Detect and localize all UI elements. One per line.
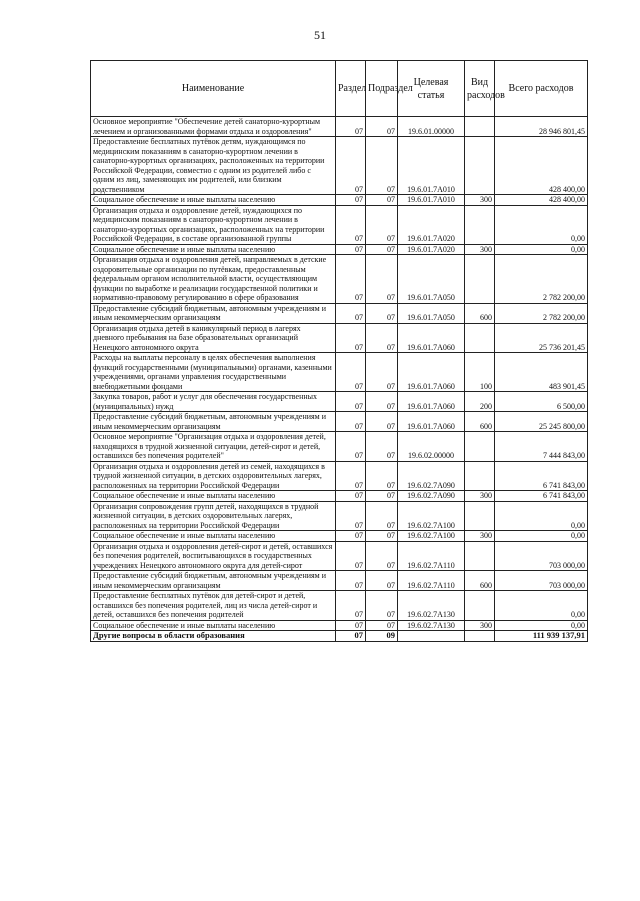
header-name: Наименование bbox=[91, 61, 336, 117]
row-target: 19.6.01.7А020 bbox=[398, 244, 465, 255]
row-section: 07 bbox=[336, 353, 366, 392]
row-name: Основное мероприятие "Организация отдыха и оздоровления детей, находящихся в трудной жизненной ситуации, детей-сирот и детей, оставшихся без попечения родителей" bbox=[91, 432, 336, 462]
row-name: Социальное обеспечение и иные выплаты населению bbox=[91, 620, 336, 631]
table-row bbox=[91, 137, 588, 195]
table-row bbox=[91, 461, 588, 491]
row-kind: 100 bbox=[465, 353, 495, 392]
row-section: 07 bbox=[336, 137, 366, 195]
row-kind: 600 bbox=[465, 571, 495, 591]
table-row bbox=[91, 620, 588, 631]
row-subsection: 07 bbox=[366, 412, 398, 432]
row-target: 19.6.01.7А060 bbox=[398, 412, 465, 432]
row-kind: 600 bbox=[465, 303, 495, 323]
row-target: 19.6.02.7А110 bbox=[398, 571, 465, 591]
row-section: 07 bbox=[336, 591, 366, 621]
row-amount: 703 000,00 bbox=[495, 541, 588, 571]
row-amount: 0,00 bbox=[495, 244, 588, 255]
row-section: 07 bbox=[336, 244, 366, 255]
row-section: 07 bbox=[336, 571, 366, 591]
row-target: 19.6.02.00000 bbox=[398, 432, 465, 462]
row-subsection: 07 bbox=[366, 531, 398, 542]
row-subsection: 07 bbox=[366, 205, 398, 244]
row-amount: 6 741 843,00 bbox=[495, 461, 588, 491]
row-kind bbox=[465, 432, 495, 462]
row-subsection: 09 bbox=[366, 631, 398, 642]
row-kind: 300 bbox=[465, 195, 495, 206]
row-amount: 7 444 843,00 bbox=[495, 432, 588, 462]
table-row bbox=[91, 432, 588, 462]
row-name: Предоставление субсидий бюджетным, автономным учреждениям и иным некоммерческим организациям bbox=[91, 571, 336, 591]
table-row bbox=[91, 412, 588, 432]
row-name: Социальное обеспечение и иные выплаты населению bbox=[91, 531, 336, 542]
row-section: 07 bbox=[336, 541, 366, 571]
row-target: 19.6.01.7А010 bbox=[398, 137, 465, 195]
row-section: 07 bbox=[336, 392, 366, 412]
row-target: 19.6.01.7А060 bbox=[398, 353, 465, 392]
row-name: Организация отдыха и оздоровления детей, направляемых в детские оздоровительные организации по путёвкам, предоставленным федеральным органом исполнительной власти, осуществляющим функции по выработке и реализации государственной политики и нормативно-правовому регулированию в сфере образования bbox=[91, 255, 336, 304]
row-name: Организация отдыха детей в каникулярный период в лагерях дневного пребывания на базе образовательных организаций Ненецкого автономного округа bbox=[91, 323, 336, 353]
row-subsection: 07 bbox=[366, 117, 398, 137]
row-kind bbox=[465, 461, 495, 491]
row-amount: 0,00 bbox=[495, 620, 588, 631]
table-row bbox=[91, 591, 588, 621]
row-kind bbox=[465, 117, 495, 137]
row-subsection: 07 bbox=[366, 303, 398, 323]
row-kind bbox=[465, 205, 495, 244]
row-name: Предоставление бесплатных путёвок для детей-сирот и детей, оставшихся без попечения родителей, лиц из числа детей-сирот и детей, оставшихся без попечения родителей bbox=[91, 591, 336, 621]
row-section: 07 bbox=[336, 461, 366, 491]
row-subsection: 07 bbox=[366, 591, 398, 621]
row-name: Социальное обеспечение и иные выплаты населению bbox=[91, 244, 336, 255]
row-target: 19.6.02.7А130 bbox=[398, 591, 465, 621]
row-subsection: 07 bbox=[366, 137, 398, 195]
table-row bbox=[91, 571, 588, 591]
table-row bbox=[91, 392, 588, 412]
row-amount: 0,00 bbox=[495, 531, 588, 542]
row-amount: 6 741 843,00 bbox=[495, 491, 588, 502]
row-subsection: 07 bbox=[366, 491, 398, 502]
row-amount: 0,00 bbox=[495, 205, 588, 244]
row-name: Предоставление субсидий бюджетным, автономным учреждениям и иным некоммерческим организациям bbox=[91, 303, 336, 323]
table-body bbox=[91, 117, 588, 642]
row-section: 07 bbox=[336, 205, 366, 244]
row-name: Организация сопровождения групп детей, находящихся в трудной жизненной ситуации, в детских оздоровительных лагерях, расположенных на территории Российской Федерации bbox=[91, 501, 336, 531]
row-kind: 300 bbox=[465, 620, 495, 631]
row-subsection: 07 bbox=[366, 255, 398, 304]
row-section: 07 bbox=[336, 620, 366, 631]
row-subsection: 07 bbox=[366, 461, 398, 491]
row-kind: 600 bbox=[465, 412, 495, 432]
row-section: 07 bbox=[336, 323, 366, 353]
row-kind bbox=[465, 323, 495, 353]
row-section: 07 bbox=[336, 631, 366, 642]
row-section: 07 bbox=[336, 195, 366, 206]
row-kind bbox=[465, 541, 495, 571]
row-name: Организация отдыха и оздоровления детей из семей, находящихся в трудной жизненной ситуации, в детских оздоровительных лагерях, расположенных на территории Российской Федерации bbox=[91, 461, 336, 491]
row-subsection: 07 bbox=[366, 432, 398, 462]
table-row bbox=[91, 244, 588, 255]
row-subsection: 07 bbox=[366, 244, 398, 255]
row-amount: 25 736 201,45 bbox=[495, 323, 588, 353]
row-target: 19.6.01.7А060 bbox=[398, 323, 465, 353]
row-name: Социальное обеспечение и иные выплаты населению bbox=[91, 195, 336, 206]
table-row bbox=[91, 501, 588, 531]
row-name: Закупка товаров, работ и услуг для обеспечения государственных (муниципальных) нужд bbox=[91, 392, 336, 412]
row-amount: 483 901,45 bbox=[495, 353, 588, 392]
row-target: 19.6.02.7А100 bbox=[398, 531, 465, 542]
row-kind: 300 bbox=[465, 531, 495, 542]
row-target: 19.6.02.7А090 bbox=[398, 491, 465, 502]
header-kind: Вид расходов bbox=[465, 61, 495, 117]
page-number: 51 bbox=[314, 28, 326, 42]
row-amount: 25 245 800,00 bbox=[495, 412, 588, 432]
row-target: 19.6.01.00000 bbox=[398, 117, 465, 137]
row-section: 07 bbox=[336, 432, 366, 462]
row-subsection: 07 bbox=[366, 323, 398, 353]
row-section: 07 bbox=[336, 412, 366, 432]
row-kind: 300 bbox=[465, 244, 495, 255]
row-section: 07 bbox=[336, 501, 366, 531]
table-row bbox=[91, 195, 588, 206]
row-subsection: 07 bbox=[366, 571, 398, 591]
row-target: 19.6.01.7А010 bbox=[398, 195, 465, 206]
table-row bbox=[91, 117, 588, 137]
row-kind bbox=[465, 137, 495, 195]
header-target: Целевая статья bbox=[398, 61, 465, 117]
row-kind: 300 bbox=[465, 491, 495, 502]
row-subsection: 07 bbox=[366, 392, 398, 412]
row-target: 19.6.01.7А060 bbox=[398, 392, 465, 412]
row-amount: 2 782 200,00 bbox=[495, 303, 588, 323]
row-subsection: 07 bbox=[366, 353, 398, 392]
row-amount: 2 782 200,00 bbox=[495, 255, 588, 304]
row-target: 19.6.01.7А050 bbox=[398, 303, 465, 323]
table-row bbox=[91, 353, 588, 392]
row-name: Организация отдыха и оздоровление детей, нуждающихся по медицинским показаниям в санаторно-курортном лечении в санаторно-курортных организациях, расположенных на территории Российской Федерации, в составе организованной группы bbox=[91, 205, 336, 244]
table-row bbox=[91, 631, 588, 642]
row-section: 07 bbox=[336, 255, 366, 304]
row-section: 07 bbox=[336, 491, 366, 502]
header-section: Раздел bbox=[336, 61, 366, 117]
row-section: 07 bbox=[336, 303, 366, 323]
row-kind bbox=[465, 501, 495, 531]
table-row bbox=[91, 531, 588, 542]
row-name: Предоставление бесплатных путёвок детям, нуждающимся по медицинским показаниям в санаторно-курортном лечении в санаторно-курортных организациях, расположенных на территории Российской Федерации, совместно с одним из родителей либо с одним из лиц, заменяющих им родителей, или близким родственником bbox=[91, 137, 336, 195]
row-target: 19.6.02.7А090 bbox=[398, 461, 465, 491]
row-section: 07 bbox=[336, 531, 366, 542]
row-subsection: 07 bbox=[366, 501, 398, 531]
row-name: Основное мероприятие "Обеспечение детей санаторно-курортным лечением и организованными формами отдыха и оздоровления" bbox=[91, 117, 336, 137]
row-amount: 28 946 801,45 bbox=[495, 117, 588, 137]
row-name: Социальное обеспечение и иные выплаты населению bbox=[91, 491, 336, 502]
row-subsection: 07 bbox=[366, 195, 398, 206]
row-subsection: 07 bbox=[366, 541, 398, 571]
table-row bbox=[91, 303, 588, 323]
table-row bbox=[91, 541, 588, 571]
row-kind: 200 bbox=[465, 392, 495, 412]
row-kind bbox=[465, 591, 495, 621]
row-amount: 6 500,00 bbox=[495, 392, 588, 412]
row-target: 19.6.02.7А100 bbox=[398, 501, 465, 531]
row-section: 07 bbox=[336, 117, 366, 137]
row-amount: 428 400,00 bbox=[495, 137, 588, 195]
table-row bbox=[91, 205, 588, 244]
budget-table bbox=[90, 60, 588, 642]
row-name: Другие вопросы в области образования bbox=[91, 631, 336, 642]
row-target: 19.6.01.7А050 bbox=[398, 255, 465, 304]
row-amount: 0,00 bbox=[495, 501, 588, 531]
row-amount: 111 939 137,91 bbox=[495, 631, 588, 642]
row-target: 19.6.01.7А020 bbox=[398, 205, 465, 244]
row-name: Организация отдыха и оздоровления детей-сирот и детей, оставшихся без попечения родителей, воспитывающихся в государственных учреждениях Ненецкого автономного округа для детей-сирот bbox=[91, 541, 336, 571]
header-total: Всего расходов bbox=[495, 61, 588, 117]
row-target bbox=[398, 631, 465, 642]
header-subsection: Подраздел bbox=[366, 61, 398, 117]
row-target: 19.6.02.7А110 bbox=[398, 541, 465, 571]
header-row bbox=[91, 61, 588, 117]
row-amount: 0,00 bbox=[495, 591, 588, 621]
row-kind bbox=[465, 631, 495, 642]
row-amount: 428 400,00 bbox=[495, 195, 588, 206]
table-row bbox=[91, 491, 588, 502]
row-kind bbox=[465, 255, 495, 304]
row-name: Расходы на выплаты персоналу в целях обеспечения выполнения функций государственными (муниципальными) органами, казенными учреждениями, органами управления государственными внебюджетными фондами bbox=[91, 353, 336, 392]
row-amount: 703 000,00 bbox=[495, 571, 588, 591]
row-target: 19.6.02.7А130 bbox=[398, 620, 465, 631]
table-row bbox=[91, 323, 588, 353]
row-subsection: 07 bbox=[366, 620, 398, 631]
table-row bbox=[91, 255, 588, 304]
row-name: Предоставление субсидий бюджетным, автономным учреждениям и иным некоммерческим организациям bbox=[91, 412, 336, 432]
